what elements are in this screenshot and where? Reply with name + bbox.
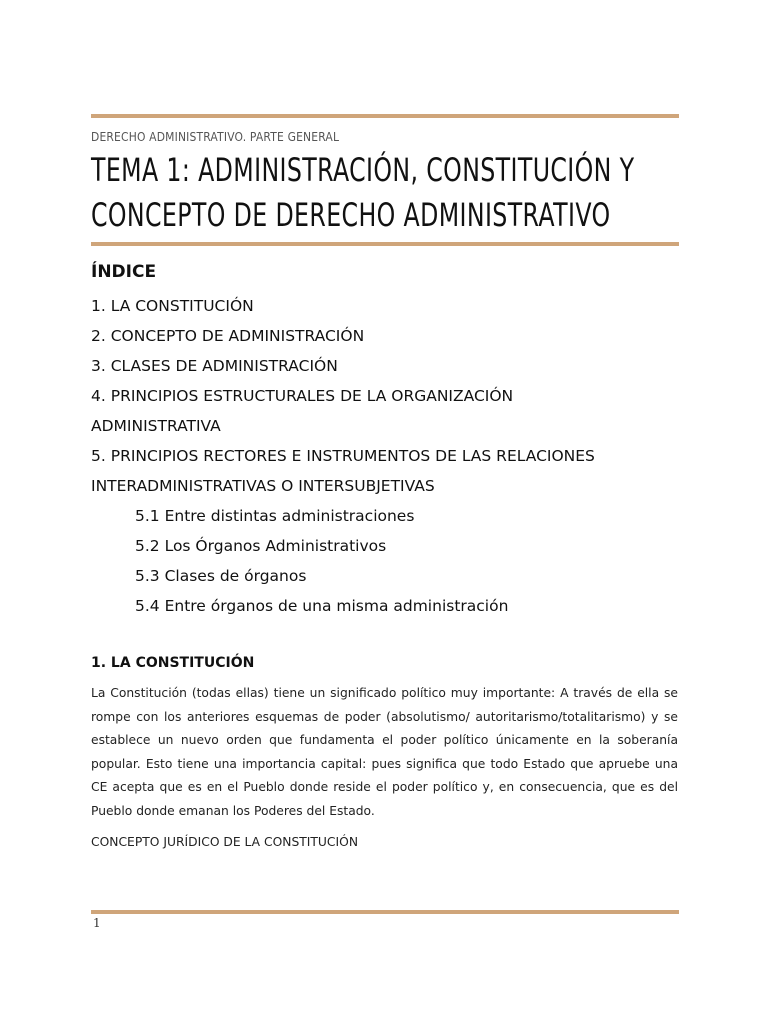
- page-title: [91, 148, 635, 238]
- title-line-2: CONCEPTO DE DERECHO ADMINISTRATIVO: [91, 196, 611, 234]
- title-line-1: TEMA 1: ADMINISTRACIÓN, CONSTITUCIÓN Y: [91, 151, 635, 189]
- index-subitem: 5.3 Clases de órganos: [135, 567, 307, 585]
- index-list: [91, 291, 691, 621]
- document-header: DERECHO ADMINISTRATIVO. PARTE GENERAL: [91, 129, 340, 144]
- index-heading: ÍNDICE: [91, 262, 157, 282]
- section-subheading: CONCEPTO JURÍDICO DE LA CONSTITUCIÓN: [91, 835, 359, 849]
- body-paragraph: La Constitución (todas ellas) tiene un significado político muy importante: A través de ella se rompe con los anteriores esquemas de poder (absolutismo/ autoritarismo/totalitarismo) y se establece un nuevo orden que fundamenta el poder político únicamente en la soberanía popular. Esto tiene una importancia capital: pues significa que todo Estado que apruebe una CE acepta que es en el Pueblo donde reside el poder político y, en consecuencia, que es del Pueblo donde emanan los Poderes del Estado.: [91, 686, 678, 818]
- index-item: 2. CONCEPTO DE ADMINISTRACIÓN: [91, 327, 365, 345]
- index-item: 3. CLASES DE ADMINISTRACIÓN: [91, 357, 338, 375]
- index-subitem: 5.2 Los Órganos Administrativos: [135, 537, 387, 555]
- index-item: 5. PRINCIPIOS RECTORES E INSTRUMENTOS DE LAS RELACIONES: [91, 447, 595, 465]
- index-item: 4. PRINCIPIOS ESTRUCTURALES DE LA ORGANIZACIÓN: [91, 387, 514, 405]
- index-subitem: 5.1 Entre distintas administraciones: [135, 507, 415, 525]
- top-divider: [91, 114, 679, 118]
- page-number: 1: [93, 916, 101, 930]
- index-item: INTERADMINISTRATIVAS O INTERSUBJETIVAS: [91, 477, 435, 495]
- section-heading: 1. LA CONSTITUCIÓN: [91, 655, 255, 671]
- index-item: ADMINISTRATIVA: [91, 417, 221, 435]
- index-subitem: 5.4 Entre órganos de una misma administración: [135, 597, 509, 615]
- title-divider: [91, 242, 679, 246]
- index-item: 1. LA CONSTITUCIÓN: [91, 297, 254, 315]
- footer-divider: [91, 910, 679, 914]
